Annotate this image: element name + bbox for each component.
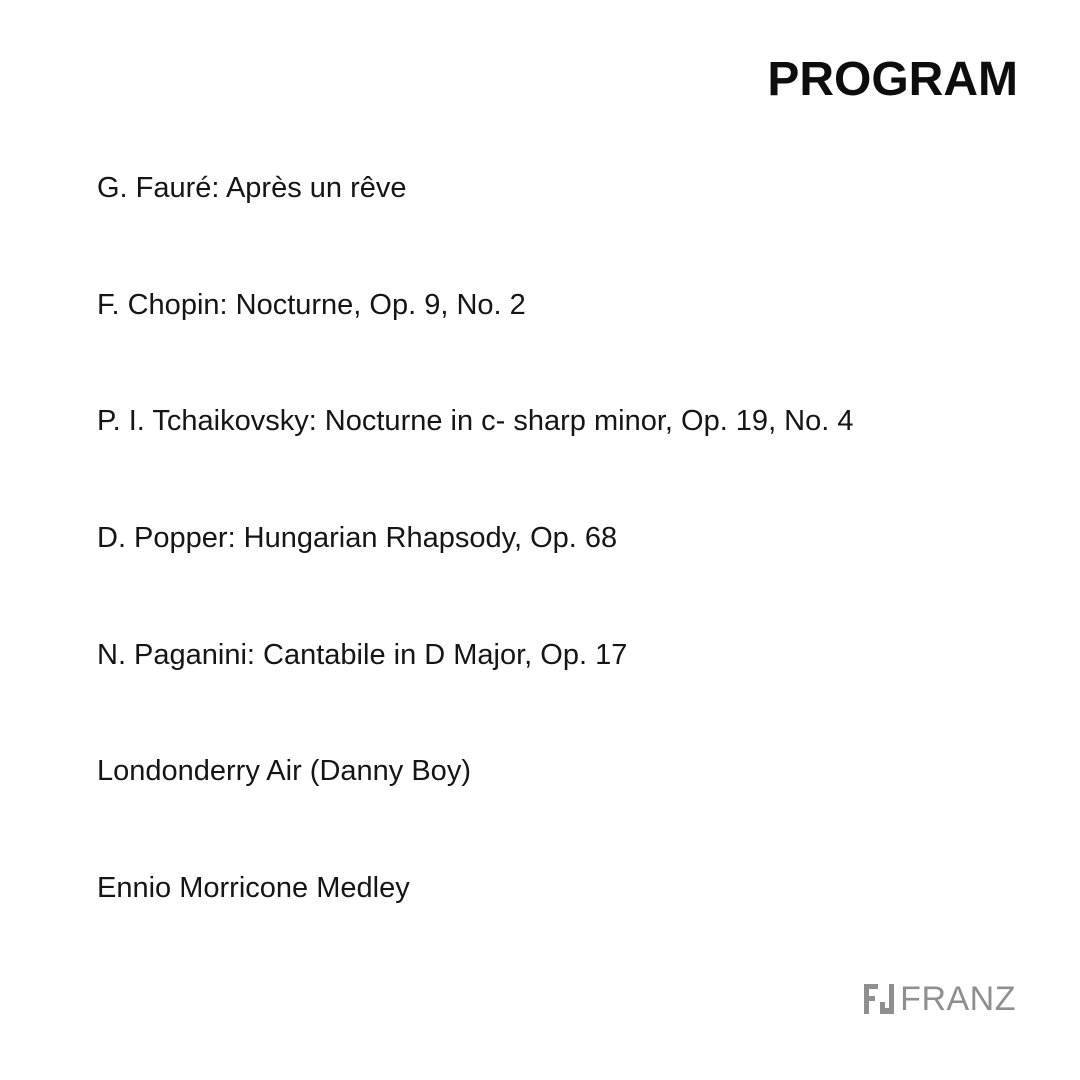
- program-item: D. Popper: Hungarian Rhapsody, Op. 68: [97, 522, 618, 555]
- program-item: F. Chopin: Nocturne, Op. 9, No. 2: [97, 288, 526, 321]
- program-item: Londonderry Air (Danny Boy): [97, 755, 471, 788]
- program-item: G. Fauré: Après un rêve: [97, 172, 407, 204]
- program-item: N. Paganini: Cantabile in D Major, Op. 17: [97, 638, 628, 671]
- franz-logo-icon: [864, 984, 894, 1014]
- program-item: P. I. Tchaikovsky: Nocturne in c- sharp minor, Op. 19, No. 4: [97, 405, 854, 438]
- brand-logo: [864, 982, 1016, 1016]
- page-title: PROGRAM: [767, 53, 1018, 106]
- program-item: Ennio Morricone Medley: [97, 872, 410, 905]
- logo-text: FRANZ: [900, 980, 1016, 1018]
- program-list: [97, 168, 854, 985]
